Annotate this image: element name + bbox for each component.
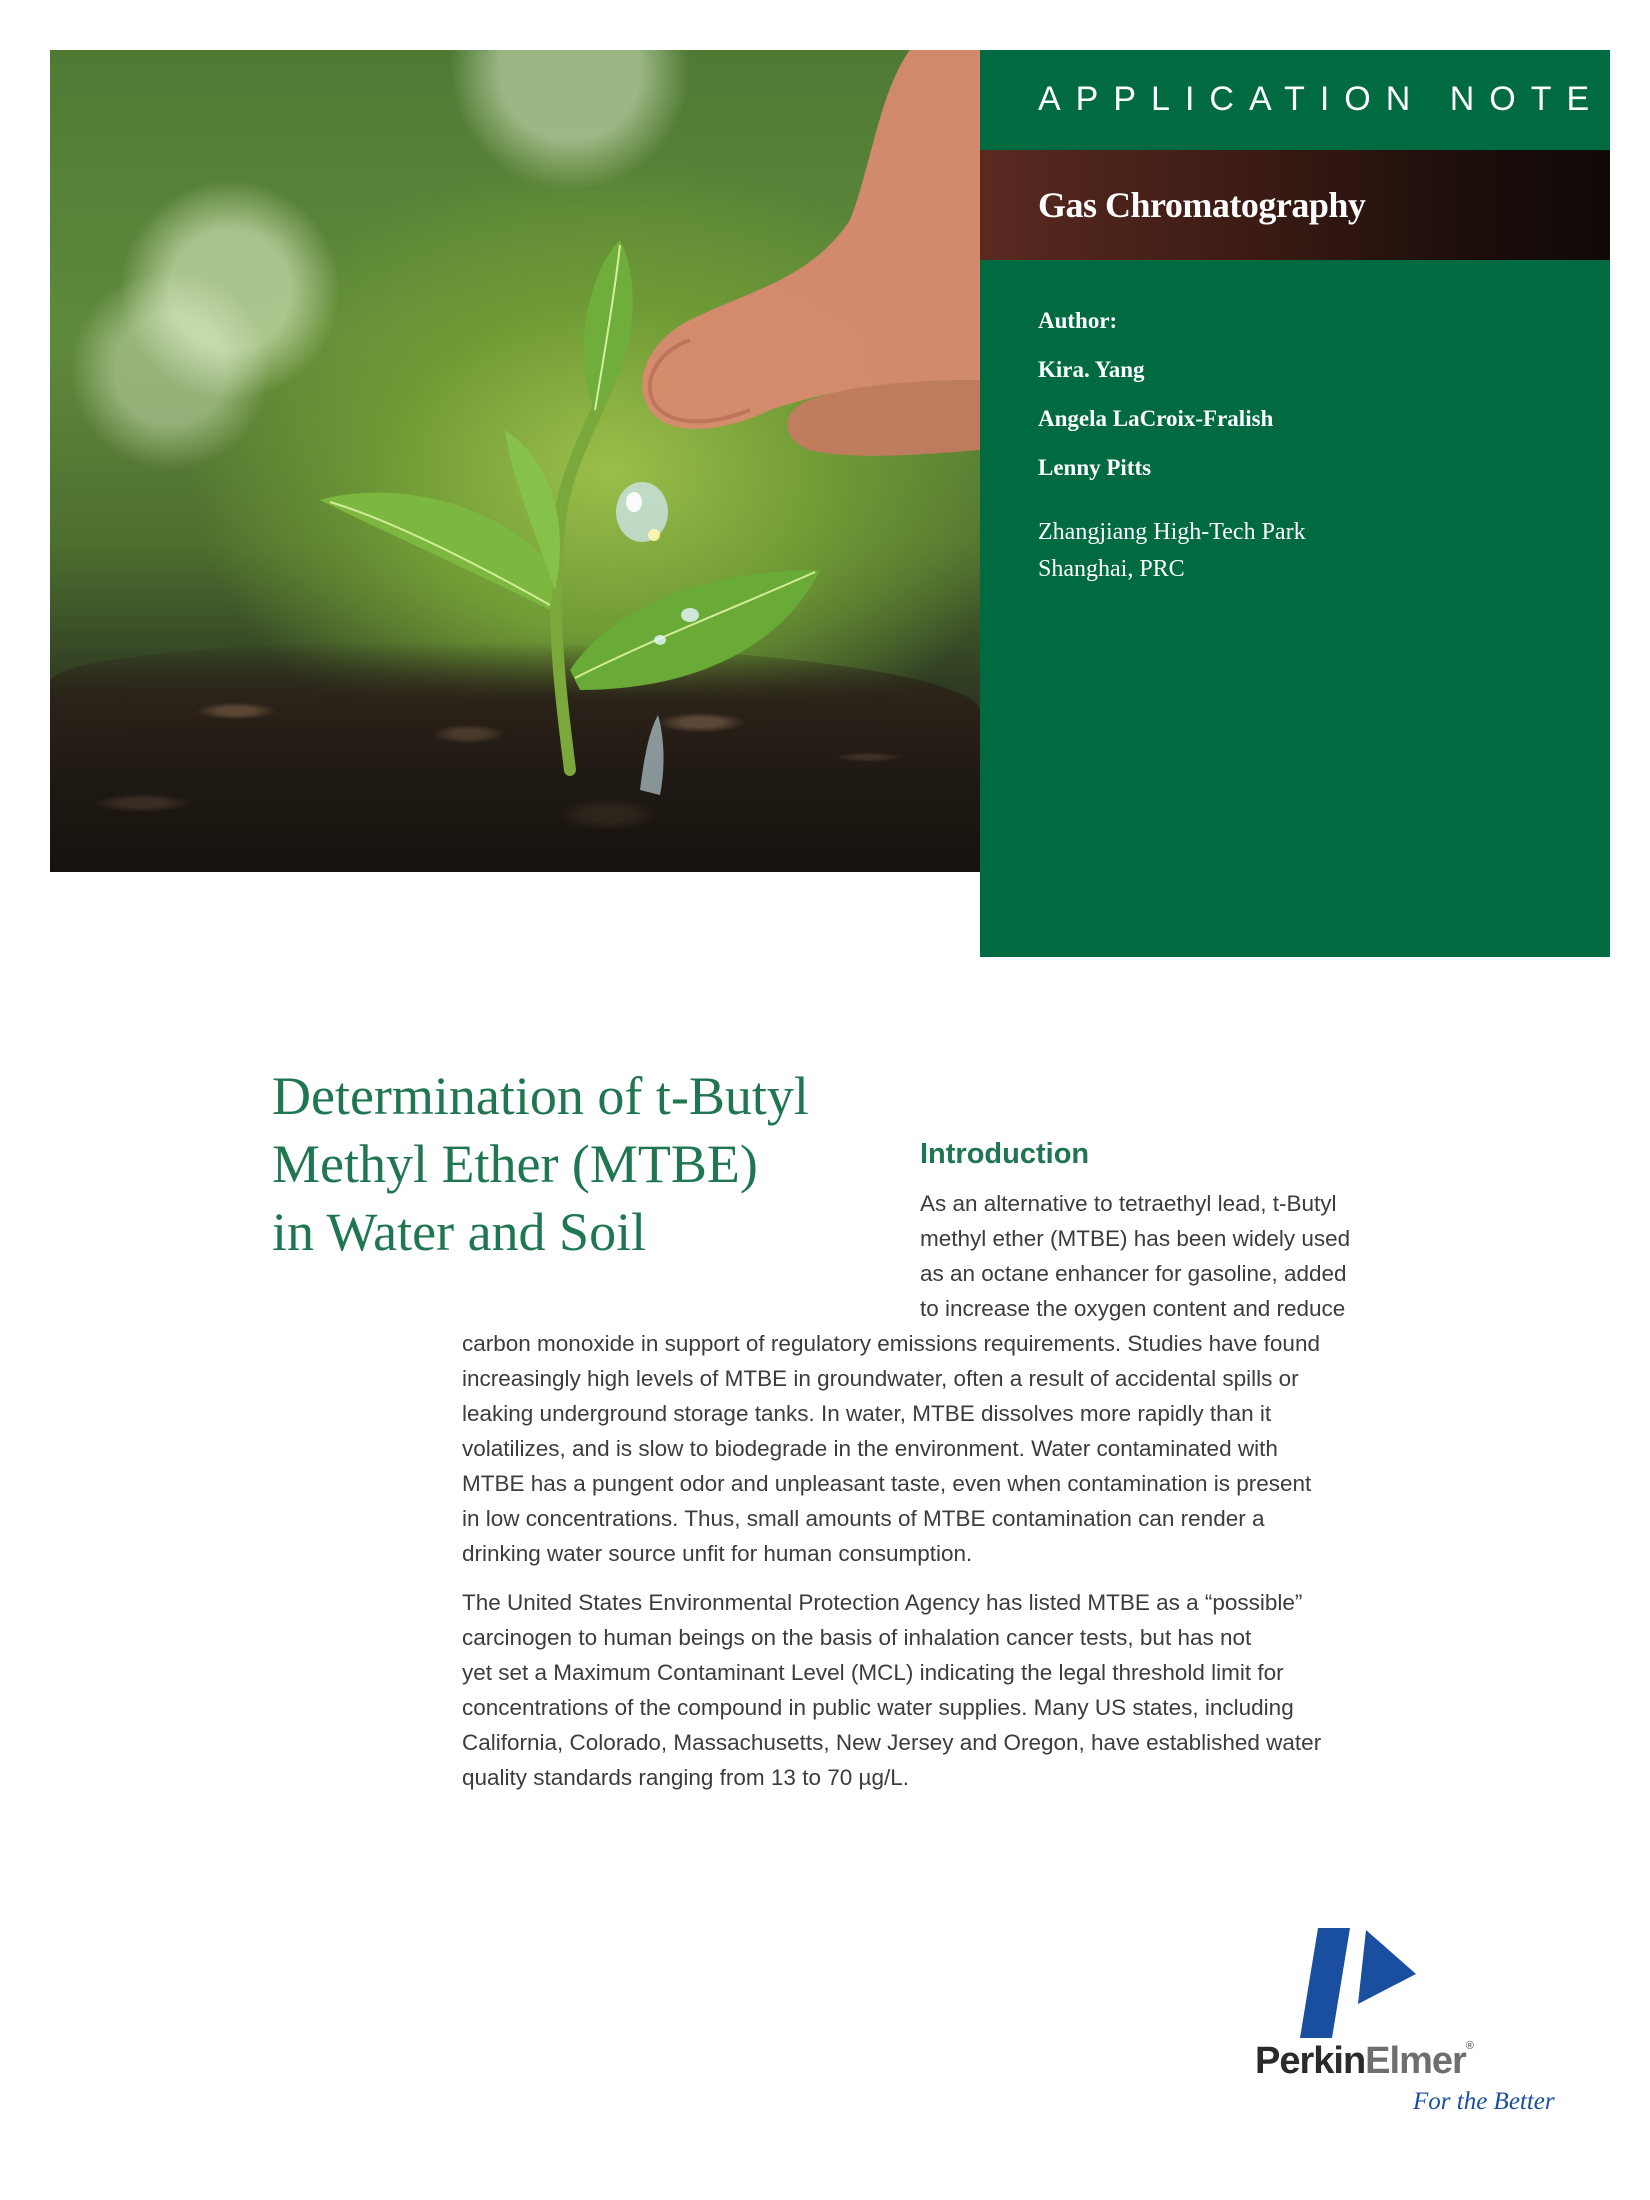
category-label: Gas Chromatography <box>1038 185 1366 225</box>
title-line: Methyl Ether (MTBE) <box>272 1134 758 1194</box>
perkinelmer-logo-icon <box>1300 1928 1430 2038</box>
text-line: carbon monoxide in support of regulatory emissions requirements. Studies have found <box>462 1331 1320 1356</box>
author-name: Angela LaCroix-Fralish <box>1038 406 1274 431</box>
text-line: as an octane enhancer for gasoline, added <box>920 1261 1347 1286</box>
intro-paragraph-2 <box>462 1585 1382 1795</box>
author-name: Kira. Yang <box>1038 357 1145 382</box>
doc-type-banner <box>980 50 1610 150</box>
text-line: to increase the oxygen content and reduce <box>920 1296 1346 1321</box>
text-line: in low concentrations. Thus, small amounts of MTBE contamination can render a <box>462 1506 1265 1531</box>
title-line: in Water and Soil <box>272 1202 647 1262</box>
text-line: methyl ether (MTBE) has been widely used <box>920 1226 1351 1251</box>
hero-photo <box>50 50 980 872</box>
title-line: Determination of t-Butyl <box>272 1066 809 1126</box>
text-line: MTBE has a pungent odor and unpleasant taste, even when contamination is present <box>462 1471 1312 1496</box>
intro-paragraph-continued <box>462 1326 1382 1571</box>
text-line: California, Colorado, Massachusetts, New Jersey and Oregon, have established water <box>462 1730 1322 1755</box>
brand-word-1: Perkin <box>1255 2040 1366 2082</box>
text-line: drinking water source unfit for human consumption. <box>462 1541 973 1566</box>
text-line: volatilizes, and is slow to biodegrade in the environment. Water contaminated with <box>462 1436 1278 1461</box>
text-line: concentrations of the compound in public water supplies. Many US states, including <box>462 1695 1294 1720</box>
category-banner <box>980 150 1610 260</box>
text-line: carcinogen to human beings on the basis of inhalation cancer tests, but has not <box>462 1625 1252 1650</box>
author-block <box>1038 308 1306 588</box>
text-line: increasingly high levels of MTBE in groundwater, often a result of accidental spills or <box>462 1366 1299 1391</box>
text-line: quality standards ranging from 13 to 70 µg/L. <box>462 1765 909 1790</box>
text-line: yet set a Maximum Contaminant Level (MCL) indicating the legal threshold limit for <box>462 1660 1284 1685</box>
header-panel <box>980 50 1610 957</box>
text-line: The United States Environmental Protection Agency has listed MTBE as a “possible” <box>462 1590 1303 1615</box>
author-address <box>1038 514 1306 588</box>
doc-type-label: APPLICATION NOTE <box>1038 80 1605 118</box>
text-line: leaking underground storage tanks. In water, MTBE dissolves more rapidly than it <box>462 1401 1272 1426</box>
seedling-illustration <box>50 50 980 872</box>
intro-paragraph-start <box>920 1186 1380 1326</box>
text-line: As an alternative to tetraethyl lead, t-Butyl <box>920 1191 1337 1216</box>
author-label: Author: <box>1038 308 1118 333</box>
author-name: Lenny Pitts <box>1038 455 1152 480</box>
brand-wordmark <box>1255 2040 1473 2083</box>
address-line: Zhangjiang High-Tech Park <box>1038 519 1306 545</box>
document-title <box>272 1062 912 1266</box>
section-heading: Introduction <box>920 1138 1090 1170</box>
brand-word-2: Elmer <box>1365 2040 1466 2082</box>
address-line: Shanghai, PRC <box>1038 556 1185 582</box>
registered-mark: ® <box>1465 2040 1473 2052</box>
brand-tagline: For the Better <box>1413 2088 1555 2115</box>
